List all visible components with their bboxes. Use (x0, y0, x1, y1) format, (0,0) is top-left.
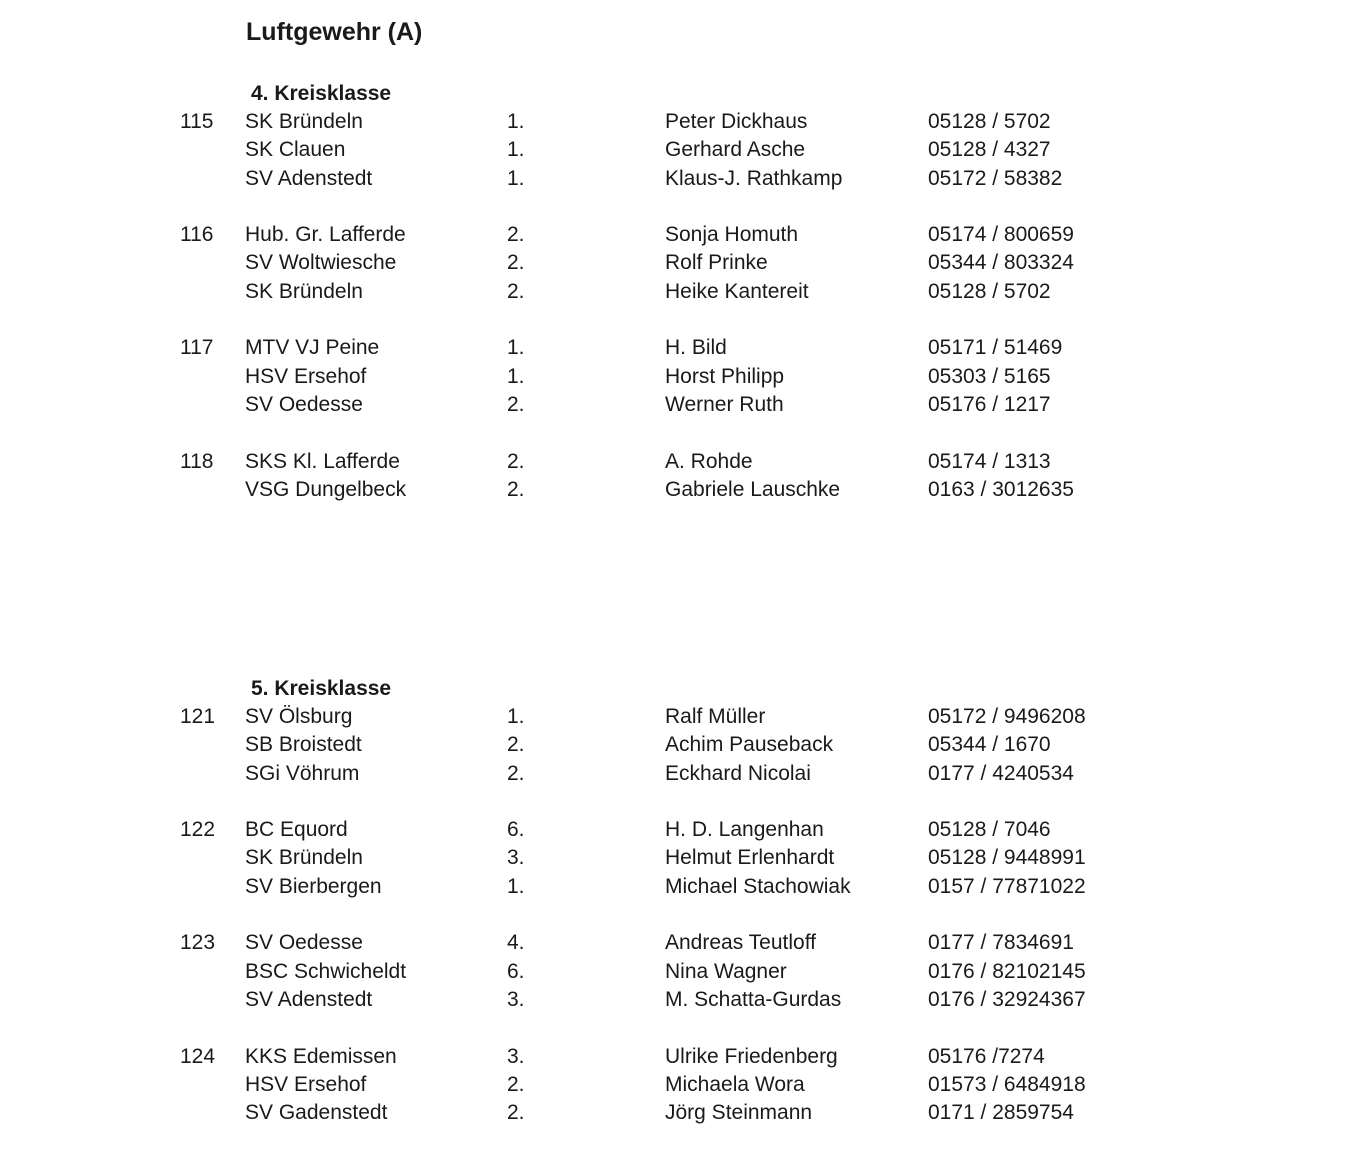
team-number: 1. (507, 705, 525, 728)
club-name: SK Clauen (245, 138, 346, 162)
pairing-group (0, 108, 1354, 193)
section-heading: 4. Kreisklasse (251, 82, 392, 105)
table-row (0, 1043, 1354, 1071)
team-number: 1. (507, 874, 525, 898)
contact-name: H. D. Langenhan (665, 818, 824, 842)
pairing-group (0, 816, 1354, 901)
table-row (0, 363, 1354, 391)
table-row (0, 1071, 1354, 1099)
contact-name: Peter Dickhaus (665, 110, 808, 133)
team-number: 4. (507, 931, 525, 955)
table-row (0, 221, 1354, 249)
club-name: SK Bründeln (245, 110, 363, 133)
contact-name: Gabriele Lauschke (665, 477, 841, 501)
contact-name: Ulrike Friedenberg (665, 1044, 838, 1068)
contact-name: Heike Kantereit (665, 279, 809, 303)
contact-name: Sonja Homuth (665, 223, 799, 247)
phone-number: 0176 / 32924367 (928, 987, 1086, 1011)
table-row (0, 136, 1354, 164)
club-name: VSG Dungelbeck (245, 477, 407, 501)
group-number: 117 (180, 336, 214, 360)
group-number: 122 (180, 818, 216, 842)
phone-number: 0157 / 77871022 (928, 874, 1086, 898)
contact-name: Werner Ruth (665, 392, 784, 416)
phone-number: 05174 / 800659 (928, 223, 1074, 247)
contact-name: Michael Stachowiak (665, 874, 851, 898)
phone-number: 0176 / 82102145 (928, 959, 1086, 983)
contact-name: Helmut Erlenhardt (665, 846, 835, 870)
table-row (0, 731, 1354, 759)
phone-number: 05344 / 1670 (928, 733, 1051, 757)
club-name: SV Oedesse (245, 931, 363, 955)
club-name: SV Bierbergen (245, 874, 382, 898)
club-name: MTV VJ Peine (245, 336, 380, 360)
group-list (0, 108, 1354, 504)
table-row (0, 249, 1354, 277)
phone-number: 0163 / 3012635 (928, 477, 1074, 501)
club-name: SV Ölsburg (245, 705, 353, 728)
phone-number: 0171 / 2859754 (928, 1101, 1074, 1125)
pairing-group (0, 221, 1354, 306)
table-row (0, 760, 1354, 788)
table-row (0, 986, 1354, 1014)
table-row (0, 278, 1354, 306)
contact-name: H. Bild (665, 336, 727, 360)
page-title: Luftgewehr (A) (246, 18, 423, 46)
phone-number: 05171 / 51469 (928, 336, 1063, 360)
club-name: BC Equord (245, 818, 348, 842)
team-number: 3. (507, 1044, 525, 1068)
table-row (0, 873, 1354, 901)
phone-number: 0177 / 4240534 (928, 761, 1074, 785)
pairing-group (0, 929, 1354, 1014)
phone-number: 05176 /7274 (928, 1044, 1045, 1068)
team-number: 3. (507, 846, 525, 870)
phone-number: 01573 / 6484918 (928, 1072, 1086, 1096)
team-number: 1. (507, 166, 525, 190)
phone-number: 05128 / 4327 (928, 138, 1051, 162)
table-row (0, 1099, 1354, 1127)
group-list (0, 703, 1354, 1127)
club-name: SK Bründeln (245, 279, 363, 303)
table-row (0, 165, 1354, 193)
table-row (0, 816, 1354, 844)
contact-name: Michaela Wora (665, 1072, 805, 1096)
phone-number: 05176 / 1217 (928, 392, 1051, 416)
contact-name: Rolf Prinke (665, 251, 768, 275)
contact-name: M. Schatta-Gurdas (665, 987, 842, 1011)
phone-number: 05128 / 7046 (928, 818, 1051, 842)
group-number: 121 (180, 705, 216, 728)
phone-number: 05172 / 9496208 (928, 705, 1086, 728)
table-row (0, 391, 1354, 419)
team-number: 2. (507, 477, 525, 501)
phone-number: 05303 / 5165 (928, 364, 1051, 388)
table-row (0, 476, 1354, 504)
team-number: 2. (507, 449, 525, 473)
club-name: SV Oedesse (245, 392, 363, 416)
club-name: SV Woltwiesche (245, 251, 397, 275)
contact-name: Gerhard Asche (665, 138, 806, 162)
club-name: SV Gadenstedt (245, 1101, 388, 1125)
phone-number: 05128 / 9448991 (928, 846, 1086, 870)
club-name: SK Bründeln (245, 846, 363, 870)
group-number: 115 (180, 110, 214, 133)
phone-number: 05128 / 5702 (928, 279, 1051, 303)
team-number: 3. (507, 987, 525, 1011)
group-number: 123 (180, 931, 216, 955)
contact-name: Ralf Müller (665, 705, 766, 728)
team-number: 6. (507, 818, 525, 842)
team-number: 2. (507, 392, 525, 416)
team-number: 6. (507, 959, 525, 983)
pairing-group (0, 448, 1354, 505)
club-name: BSC Schwicheldt (245, 959, 407, 983)
section-heading: 5. Kreisklasse (251, 677, 392, 700)
table-row (0, 929, 1354, 957)
club-name: SGi Vöhrum (245, 761, 360, 785)
team-number: 2. (507, 733, 525, 757)
team-number: 1. (507, 336, 525, 360)
team-number: 1. (507, 110, 525, 133)
team-number: 1. (507, 138, 525, 162)
club-name: KKS Edemissen (245, 1044, 397, 1068)
table-row (0, 108, 1354, 136)
contact-name: Andreas Teutloff (665, 931, 816, 955)
club-name: SV Adenstedt (245, 166, 373, 190)
phone-number: 05128 / 5702 (928, 110, 1051, 133)
contact-name: Horst Philipp (665, 364, 785, 388)
contact-name: Eckhard Nicolai (665, 761, 811, 785)
phone-number: 05174 / 1313 (928, 449, 1051, 473)
club-name: HSV Ersehof (245, 1072, 367, 1096)
pairing-group (0, 703, 1354, 788)
phone-number: 05344 / 803324 (928, 251, 1074, 275)
group-number: 124 (180, 1044, 216, 1068)
club-name: SKS Kl. Lafferde (245, 449, 400, 473)
team-number: 2. (507, 279, 525, 303)
contact-name: Nina Wagner (665, 959, 787, 983)
club-name: HSV Ersehof (245, 364, 367, 388)
pairing-group (0, 334, 1354, 419)
club-name: Hub. Gr. Lafferde (245, 223, 406, 247)
pairing-group (0, 1043, 1354, 1128)
contact-name: Achim Pauseback (665, 733, 834, 757)
contact-name: A. Rohde (665, 449, 753, 473)
table-row (0, 958, 1354, 986)
contact-name: Jörg Steinmann (665, 1101, 813, 1125)
phone-number: 05172 / 58382 (928, 166, 1063, 190)
group-number: 118 (180, 449, 214, 473)
table-row (0, 334, 1354, 362)
club-name: SV Adenstedt (245, 987, 373, 1011)
team-number: 2. (507, 251, 525, 275)
contact-name: Klaus-J. Rathkamp (665, 166, 843, 190)
table-row (0, 448, 1354, 476)
phone-number: 0177 / 7834691 (928, 931, 1074, 955)
team-number: 2. (507, 761, 525, 785)
table-row (0, 844, 1354, 872)
group-number: 116 (180, 223, 214, 247)
table-row (0, 703, 1354, 731)
club-name: SB Broistedt (245, 733, 362, 757)
team-number: 1. (507, 364, 525, 388)
team-number: 2. (507, 1101, 525, 1125)
team-number: 2. (507, 1072, 525, 1096)
team-number: 2. (507, 223, 525, 247)
